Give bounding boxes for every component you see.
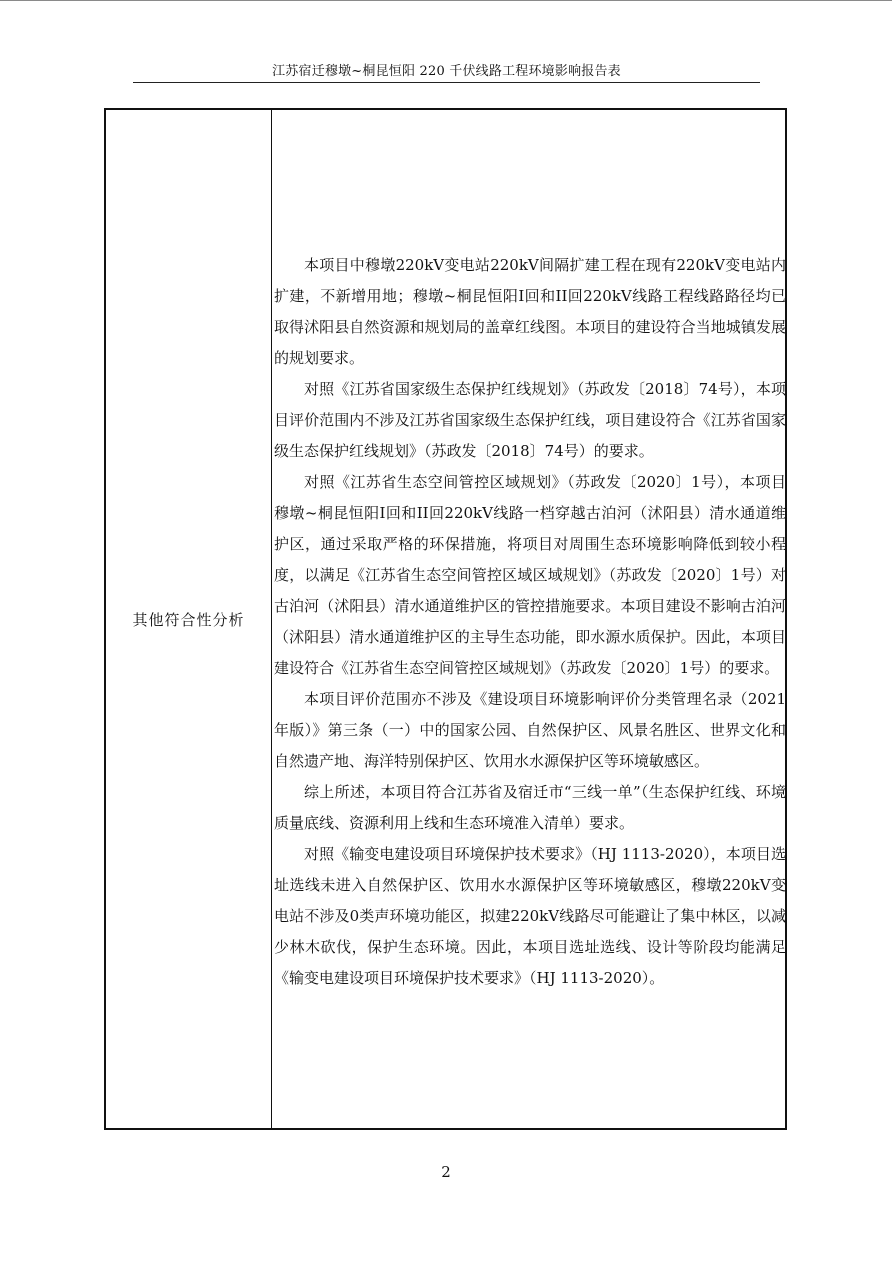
row-label: 其他符合性分析: [132, 610, 245, 629]
paragraph-technical-requirements: 对照《输变电建设项目环境保护技术要求》（HJ 1113-2020），本项目选址选线未进入自然保护区、饮用水水源保护区等环境敏感区，穆墩220kV变电站不涉及0类声环境功能区，拟建220kV线路尽可能避让了集中林区，以减少林木砍伐，保护生态环境。因此，本项目选址选线、设计等阶段均能满足《输变电建设项目环境保护技术要求》（HJ 1113-2020）。: [274, 845, 786, 987]
analysis-content-cell: [274, 250, 786, 994]
paragraph-land-use: 本项目中穆墩220kV变电站220kV间隔扩建工程在现有220kV变电站内扩建，不新增用地；穆墩~桐昆恒阳I回和II回220kV线路工程线路路径均已取得沭阳县自然资源和规划局的盖章红线图。本项目的建设符合当地城镇发展的规划要求。: [274, 256, 786, 367]
paragraph-ecological-space: 对照《江苏省生态空间管控区域规划》（苏政发〔2020〕1号），本项目穆墩~桐昆恒阳I回和II回220kV线路一档穿越古泊河（沭阳县）清水通道维护区，通过采取严格的环保措施，将项目对周围生态环境影响降低到较小程度，以满足《江苏省生态空间管控区域区域规划》（苏政发〔2020〕1号）对古泊河（沭阳县）清水通道维护区的管控措施要求。本项目建设不影响古泊河（沭阳县）清水通道维护区的主导生态功能，即水源水质保护。因此，本项目建设符合《江苏省生态空间管控区域规划》（苏政发〔2020〕1号）的要求。: [274, 473, 786, 677]
paragraph-national-redline: 对照《江苏省国家级生态保护红线规划》（苏政发〔2018〕74号），本项目评价范围内不涉及江苏省国家级生态保护红线，项目建设符合《江苏省国家级生态保护红线规划》（苏政发〔2018〕74号）的要求。: [274, 380, 786, 460]
paragraph-sensitive-areas: 本项目评价范围亦不涉及《建设项目环境影响评价分类管理名录（2021年版）》第三条（一）中的国家公园、自然保护区、风景名胜区、世界文化和自然遗产地、海洋特别保护区、饮用水水源保护区等环境敏感区。: [274, 690, 786, 770]
paragraph-three-lines: 综上所述，本项目符合江苏省及宿迁市“三线一单”（生态保护红线、环境质量底线、资源利用上线和生态环境准入清单）要求。: [274, 783, 786, 832]
header-rule: [133, 82, 760, 83]
row-label-cell: [106, 110, 271, 1128]
page-number: 2: [441, 1163, 451, 1181]
analysis-table: [104, 108, 787, 1130]
top-edge-line: [0, 0, 892, 1]
page-header-title: 江苏宿迁穆墩~桐昆恒阳 220 千伏线路工程环境影响报告表: [272, 64, 621, 79]
column-divider: [271, 110, 272, 1128]
